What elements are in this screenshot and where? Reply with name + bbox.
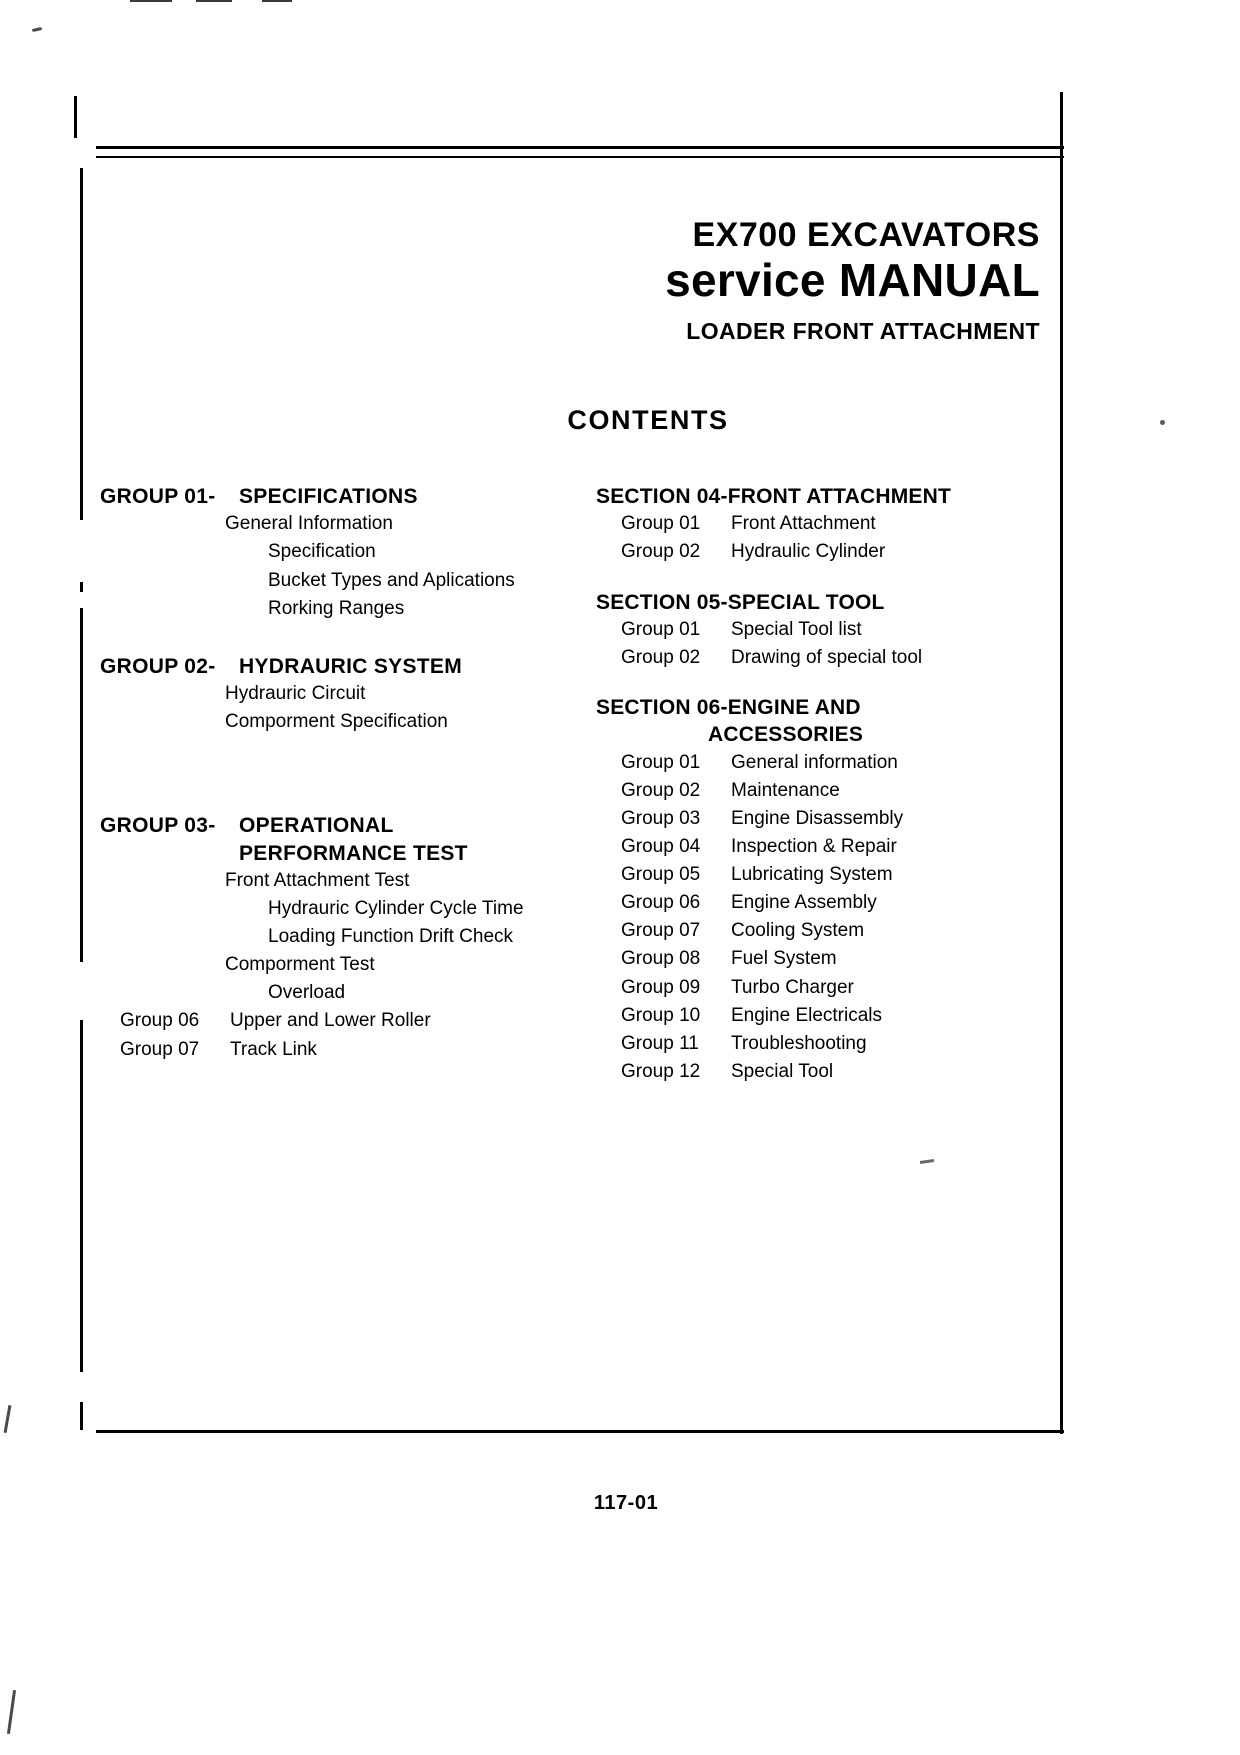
manual-title — [120, 255, 1040, 307]
toc-row-group: Group 07 — [120, 1038, 200, 1060]
toc-row-label: Hydraulic Cylinder — [731, 541, 886, 563]
toc-row-group: Group 08 — [621, 948, 701, 970]
toc-row[interactable] — [596, 749, 1066, 777]
column-spacer — [100, 623, 570, 653]
page-border-bottom — [96, 1430, 1064, 1433]
title-block — [120, 218, 1040, 345]
group-heading-03 — [100, 812, 570, 867]
toc-row-label: Engine Disassembly — [731, 807, 904, 829]
toc-row-label: Lubricating System — [731, 864, 893, 886]
scan-gap-left-4 — [78, 1372, 86, 1402]
toc-row-label: Special Tool — [731, 1060, 834, 1082]
toc-item[interactable]: Comporment Specification — [225, 711, 448, 733]
group-heading-01-label: GROUP 01- — [100, 485, 216, 508]
contents-left-column — [100, 483, 570, 1064]
toc-row-label: Upper and Lower Roller — [230, 1010, 431, 1032]
scan-artifact-top-tick-3 — [262, 0, 292, 2]
section-heading-04: SECTION 04-FRONT ATTACHMENT — [596, 485, 951, 508]
toc-row[interactable] — [596, 1058, 1066, 1086]
group-heading-03-label: GROUP 03- — [100, 814, 216, 838]
column-spacer — [596, 567, 1066, 589]
manual-subtitle: LOADER FRONT ATTACHMENT — [686, 318, 1040, 345]
toc-row[interactable] — [596, 1030, 1066, 1058]
toc-row-label: Front Attachment — [731, 513, 876, 535]
column-spacer — [100, 736, 570, 812]
manual-title-manual: MANUAL — [838, 253, 1040, 306]
toc-row-label: Maintenance — [731, 779, 840, 801]
contents-heading: CONTENTS — [567, 405, 729, 435]
toc-row-group: Group 03 — [621, 807, 701, 829]
section-heading-06 — [596, 694, 1066, 749]
manual-title-service: service — [665, 253, 826, 306]
toc-row-label: Inspection & Repair — [731, 835, 897, 857]
toc-row[interactable] — [596, 889, 1066, 917]
toc-row-group: Group 02 — [621, 541, 701, 563]
contents-right-column — [596, 483, 1066, 1086]
toc-row[interactable] — [596, 510, 1066, 538]
toc-row-group: Group 10 — [621, 1004, 701, 1026]
toc-row-group: Group 01 — [621, 513, 701, 535]
scan-artifact-top-tick-2 — [196, 0, 232, 2]
toc-row-label: Drawing of special tool — [731, 646, 923, 668]
toc-row[interactable] — [100, 1007, 570, 1035]
toc-row[interactable] — [596, 861, 1066, 889]
toc-item[interactable]: Front Attachment Test — [225, 869, 410, 891]
toc-row[interactable] — [596, 833, 1066, 861]
scan-artifact-top-tick-1 — [130, 0, 172, 2]
group-heading-01-title: SPECIFICATIONS — [239, 485, 418, 508]
toc-item[interactable]: Overload — [268, 982, 346, 1004]
toc-row-label: General information — [731, 751, 898, 773]
toc-item[interactable]: General Information — [225, 513, 393, 535]
group-heading-01 — [100, 483, 570, 510]
toc-row[interactable] — [596, 917, 1066, 945]
page-border-top-outer — [96, 146, 1064, 149]
toc-item[interactable]: Rorking Ranges — [268, 597, 405, 619]
toc-row-group: Group 06 — [120, 1010, 200, 1032]
scan-artifact-speck-2 — [920, 1159, 934, 1164]
scan-artifact-left-slash-1 — [4, 1405, 12, 1433]
toc-row-group: Group 01 — [621, 751, 701, 773]
toc-row-group: Group 11 — [621, 1032, 699, 1054]
toc-row[interactable] — [596, 538, 1066, 566]
page-number: 117-01 — [593, 1492, 659, 1514]
toc-row-group: Group 04 — [621, 835, 701, 857]
toc-row-group: Group 07 — [621, 920, 701, 942]
group-heading-02-title: HYDRAURIC SYSTEM — [239, 654, 462, 678]
toc-row[interactable] — [596, 777, 1066, 805]
toc-row-label: Fuel System — [731, 948, 837, 970]
toc-item[interactable]: Comporment Test — [225, 954, 375, 976]
page-border-stub-top-left — [74, 96, 77, 138]
toc-row[interactable] — [596, 644, 1066, 672]
toc-row[interactable] — [596, 805, 1066, 833]
toc-item[interactable]: Hydrauric Circuit — [225, 683, 366, 705]
toc-row-label: Track Link — [230, 1038, 317, 1060]
toc-row-label: Special Tool list — [731, 618, 862, 640]
toc-item[interactable]: Specification — [268, 541, 376, 563]
section-heading-06-line2: ACCESSORIES — [708, 723, 864, 747]
toc-item[interactable]: Bucket Types and Aplications — [268, 569, 515, 591]
toc-item[interactable]: Hydrauric Cylinder Cycle Time — [268, 897, 524, 919]
section-heading-06-line1: SECTION 06-ENGINE AND — [596, 696, 861, 720]
toc-item[interactable]: Loading Function Drift Check — [268, 926, 514, 948]
toc-row-group: Group 05 — [621, 864, 701, 886]
page-border-top-inner — [96, 156, 1064, 158]
group-heading-03-title-line2: PERFORMANCE TEST — [239, 841, 468, 865]
scan-artifact-left-dot — [32, 27, 42, 32]
toc-row-label: Turbo Charger — [731, 976, 854, 998]
section-heading-05: SECTION 05-SPECIAL TOOL — [596, 590, 885, 614]
toc-row-group: Group 02 — [621, 779, 701, 801]
toc-row-label: Engine Electricals — [731, 1004, 883, 1026]
group-heading-02 — [100, 653, 570, 680]
scan-artifact-left-slash-2 — [7, 1690, 16, 1734]
toc-row-label: Troubleshooting — [731, 1032, 867, 1054]
toc-row-group: Group 06 — [621, 892, 701, 914]
toc-row-group: Group 01 — [621, 618, 701, 640]
toc-row-label: Cooling System — [731, 920, 865, 942]
toc-row[interactable] — [596, 945, 1066, 973]
toc-row-label: Engine Assembly — [731, 892, 877, 914]
toc-row-group: Group 12 — [621, 1060, 701, 1082]
column-spacer — [596, 672, 1066, 694]
page-title: EX700 EXCAVATORS — [692, 216, 1040, 254]
toc-row[interactable] — [596, 616, 1066, 644]
toc-row-group: Group 02 — [621, 646, 701, 668]
group-heading-02-label: GROUP 02- — [100, 654, 216, 678]
group-heading-03-title — [239, 812, 570, 867]
group-heading-03-title-line1: OPERATIONAL — [239, 814, 394, 838]
toc-row[interactable] — [596, 1002, 1066, 1030]
toc-row[interactable] — [596, 974, 1066, 1002]
toc-row[interactable] — [100, 1036, 570, 1064]
toc-row-group: Group 09 — [621, 976, 701, 998]
contents-columns — [0, 483, 1240, 1123]
